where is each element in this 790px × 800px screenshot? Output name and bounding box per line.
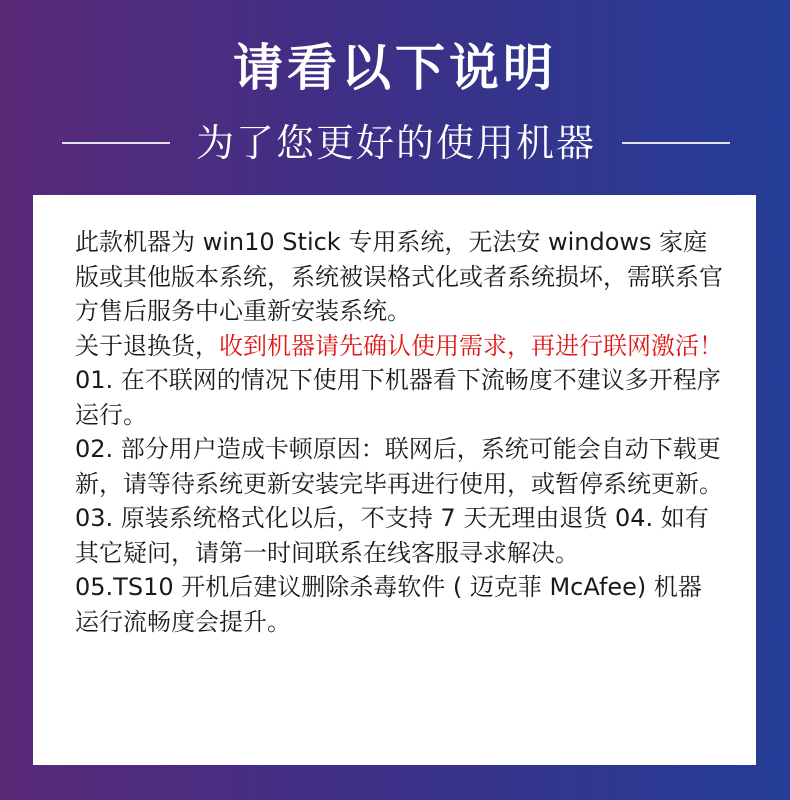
notice-intro: 此款机器为 win10 Stick 专用系统，无法安 windows 家庭版或其他版本系统，系统被误格式化或者系统损坏，需联系官方售后服务中心重新安装系统。 xyxy=(75,228,723,325)
page-title: 请看以下说明 xyxy=(233,39,557,97)
notice-content xyxy=(75,225,725,639)
subtitle-divider-right xyxy=(622,142,730,144)
notice-item-01: 01. 在不联网的情况下使用下机器看下流畅度不建议多开程序运行。 xyxy=(75,366,721,429)
return-policy-warning: 收到机器请先确认使用需求，再进行联网激活！ xyxy=(219,331,723,360)
subtitle-divider-left xyxy=(62,142,170,144)
subtitle-row xyxy=(0,118,790,168)
page-subtitle: 为了您更好的使用机器 xyxy=(195,121,596,165)
return-policy xyxy=(75,329,725,364)
notice-item-05: 05.TS10 开机后建议删除杀毒软件 ( 迈克菲 McAfee) 机器运行流畅度会提升。 xyxy=(75,573,702,636)
notice-item-02: 02. 部分用户造成卡顿原因：联网后，系统可能会自动下载更新，请等待系统更新安装完毕再进行使用，或暂停系统更新。 xyxy=(75,435,723,498)
notice-panel xyxy=(33,195,756,765)
return-policy-label: 关于退换货， xyxy=(75,331,219,360)
notice-item-03: 03. 原装系统格式化以后，不支持 7 天无理由退货 04. 如有其它疑问，请第一时间联系在线客服寻求解决。 xyxy=(75,504,709,567)
